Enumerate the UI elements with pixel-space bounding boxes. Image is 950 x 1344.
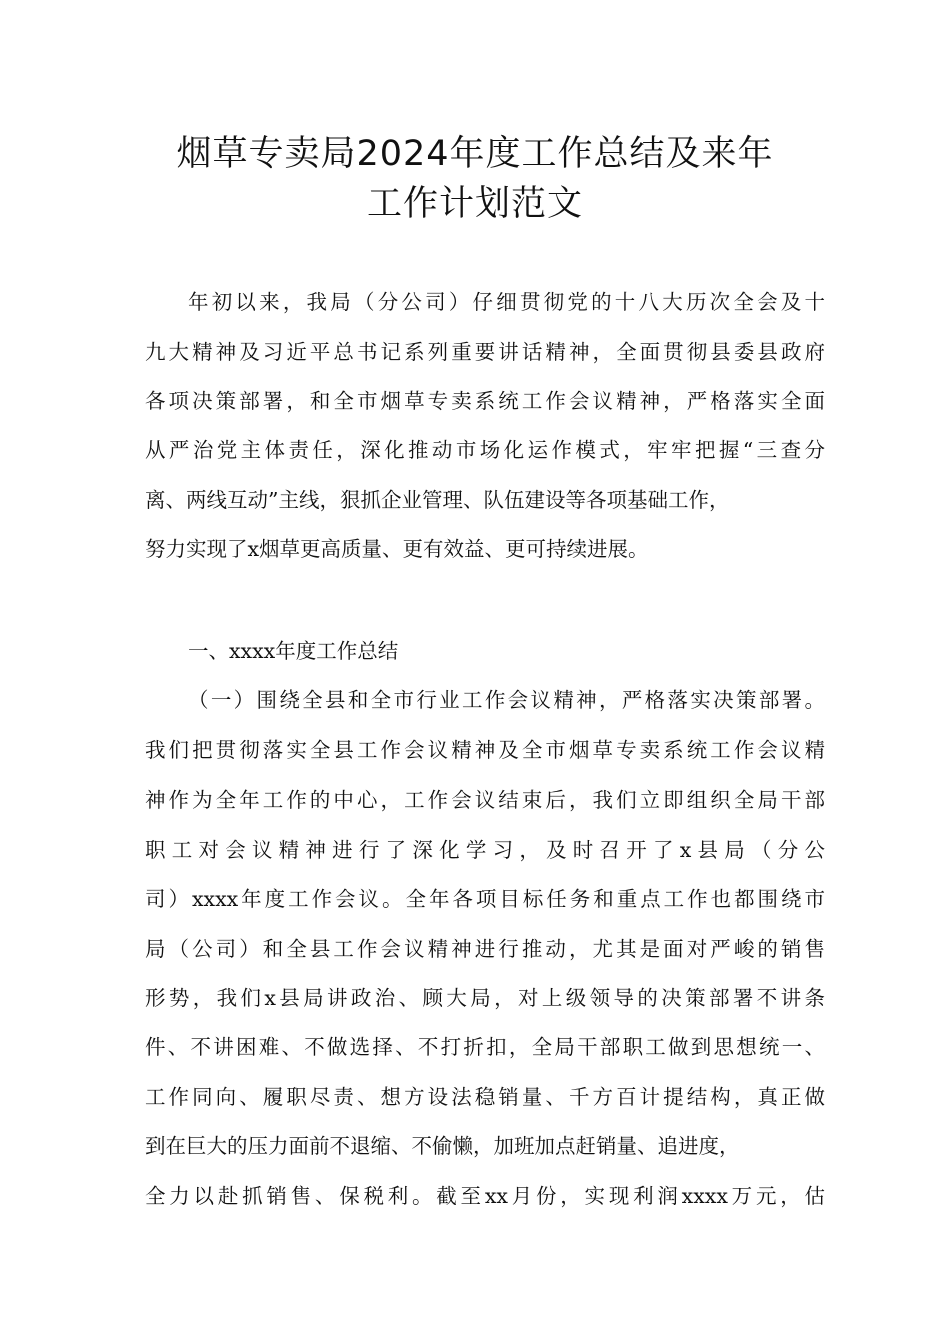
section-1-line-3: 神作为全年工作的中心，工作会议结束后，我们立即组织全局干部 bbox=[145, 788, 825, 812]
intro-line-5: 离、两线互动”主线，狠抓企业管理、队伍建设等各项基础工作， bbox=[145, 488, 730, 512]
section-1-line-8: 件、不讲困难、不做选择、不打折扣，全局干部职工做到思想统一、 bbox=[145, 1035, 825, 1059]
intro-line-6: 努力实现了x烟草更高质量、更有效益、更可持续进展。 bbox=[145, 537, 649, 561]
section-1-line-1: （一）围绕全县和全市行业工作会议精神，严格落实决策部署。 bbox=[188, 688, 825, 712]
intro-line-4: 从严治党主体责任，深化推动市场化运作模式，牢牢把握“三查分 bbox=[145, 438, 825, 462]
document-title-line-1: 烟草专卖局2024年度工作总结及来年 bbox=[176, 134, 774, 174]
section-1-line-9: 工作同向、履职尽责、想方设法稳销量、千方百计提结构，真正做 bbox=[145, 1085, 825, 1109]
document-title-line-2: 工作计划范文 bbox=[366, 184, 583, 224]
section-1-line-2: 我们把贯彻落实全县工作会议精神及全市烟草专卖系统工作会议精 bbox=[145, 738, 825, 762]
intro-line-3: 各项决策部署，和全市烟草专卖系统工作会议精神，严格落实全面 bbox=[145, 389, 825, 413]
section-1-line-5: 司）xxxx年度工作会议。全年各项目标任务和重点工作也都围绕市 bbox=[145, 887, 825, 911]
section-1-heading: 一、xxxx年度工作总结 bbox=[188, 639, 399, 663]
section-1-line-4: 职工对会议精神进行了深化学习，及时召开了x县局（分公 bbox=[145, 838, 825, 862]
section-1-line-6: 局（公司）和全县工作会议精神进行推动，尤其是面对严峻的销售 bbox=[145, 937, 825, 961]
section-1-line-10: 到在巨大的压力面前不退缩、不偷懒，加班加点赶销量、追进度， bbox=[145, 1134, 740, 1158]
intro-line-1: 年初以来，我局（分公司）仔细贯彻党的十八大历次全会及十 bbox=[188, 290, 825, 314]
section-1-line-7: 形势，我们x县局讲政治、顾大局，对上级领导的决策部署不讲条 bbox=[145, 986, 825, 1010]
section-1-line-11: 全力以赴抓销售、保税利。截至xx月份，实现利润xxxx万元，估 bbox=[145, 1184, 825, 1208]
intro-line-2: 九大精神及习近平总书记系列重要讲话精神，全面贯彻县委县政府 bbox=[145, 340, 825, 364]
